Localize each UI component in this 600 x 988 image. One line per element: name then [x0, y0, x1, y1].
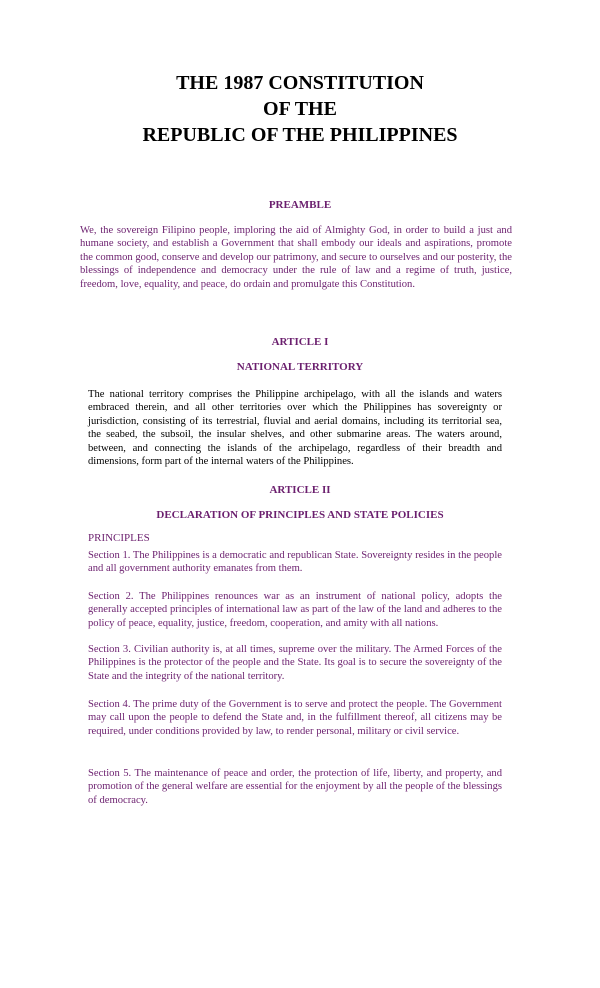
section-4-text: Section 4. The prime duty of the Government is to serve and protect the people. The Government may call upon the people to defend the State and, in the fulfillment thereof, all citizens may be required, under conditions provided by law, to render personal, military or civil service. [88, 699, 502, 737]
section-2-text: Section 2. The Philippines renounces war as an instrument of national policy, adopts the generally accepted principles of international law as part of the law of the land and adheres to the policy of peace, equality, justice, freedom, cooperation, and amity with all nations. [88, 591, 502, 629]
article-1-title: NATIONAL TERRITORY [236, 361, 364, 373]
document-title-line-3: REPUBLIC OF THE PHILIPPINES [142, 124, 458, 146]
preamble-text: We, the sovereign Filipino people, imploring the aid of Almighty God, in order to build a just and humane society, and establish a Government that shall embody our ideals and aspirations, promote the common good, conserve and develop our patrimony, and secure to ourselves and our posterity, the blessings of independence and democracy under the rule of law and a regime of truth, justice, freedom, love, equality, and peace, do ordain and promulgate this Constitution. [80, 225, 512, 290]
section-3-text: Section 3. Civilian authority is, at all times, supreme over the military. The Armed Forces of the Philippines is the protector of the people and the State. Its goal is to secure the sovereignty of the State and the integrity of the national territory. [88, 644, 502, 682]
section-1-text: Section 1. The Philippines is a democratic and republican State. Sovereignty resides in the people and all government authority emanates from them. [88, 550, 502, 575]
principles-label: PRINCIPLES [88, 532, 150, 544]
article-1-text: The national territory comprises the Philippine archipelago, with all the islands and waters embraced therein, and all other territories over which the Philippines has sovereignty or jurisdiction, consisting of its terrestrial, fluvial and aerial domains, including its territorial sea, the seabed, the subsoil, the insular shelves, and other submarine areas. The waters around, between, and connecting the islands of the archipelago, regardless of their breadth and dimensions, form part of the internal waters of the Philippines. [88, 389, 502, 468]
document-title-line-1: THE 1987 CONSTITUTION [176, 72, 424, 94]
preamble-heading: PREAMBLE [268, 199, 332, 211]
article-2-heading: ARTICLE II [269, 484, 331, 496]
section-5-text: Section 5. The maintenance of peace and order, the protection of life, liberty, and property, and promotion of the general welfare are essential for the enjoyment by all the people of the blessings of democracy. [88, 768, 502, 806]
document-title-line-2: OF THE [263, 98, 337, 120]
article-2-title: DECLARATION OF PRINCIPLES AND STATE POLICIES [156, 509, 444, 521]
article-1-heading: ARTICLE I [271, 336, 329, 348]
